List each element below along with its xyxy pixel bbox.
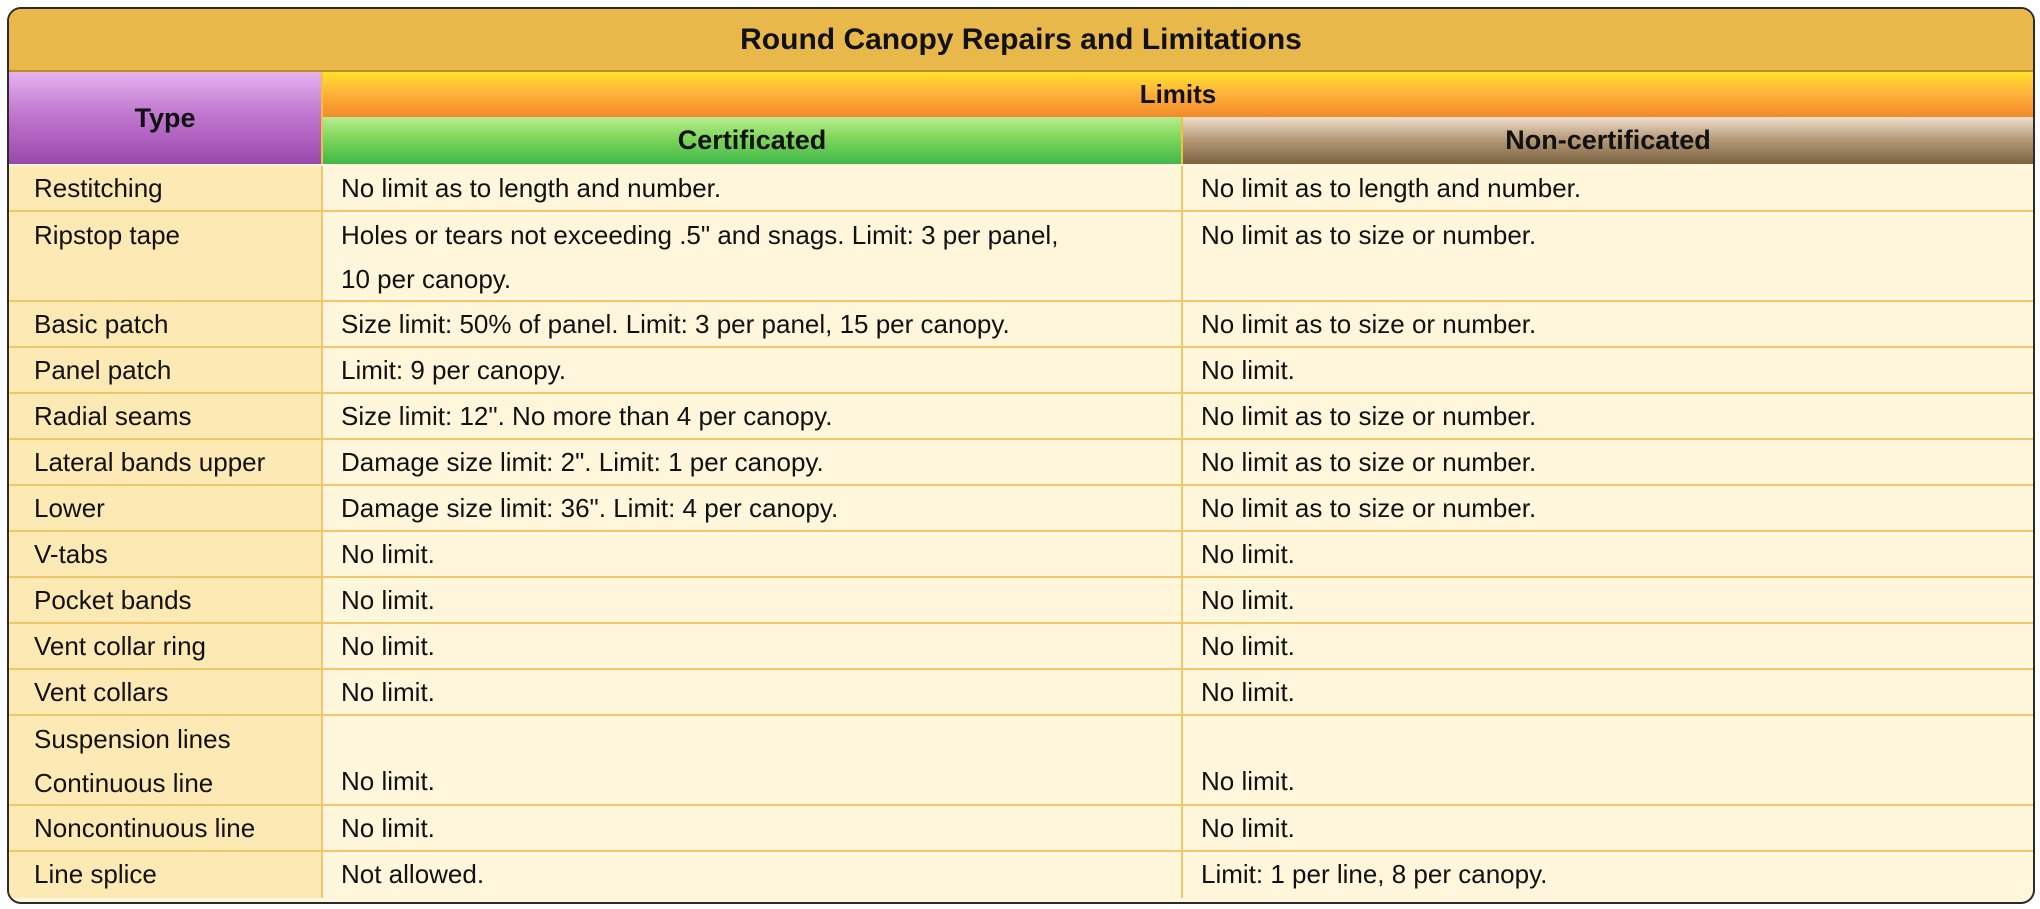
certificated-cell: Size limit: 12". No more than 4 per canopy. — [323, 394, 1183, 438]
table-row — [9, 302, 2033, 348]
type-cell — [9, 716, 323, 804]
type-text: Ripstop tape — [34, 220, 180, 250]
table-row — [9, 440, 2033, 486]
noncertificated-cell: No limit as to size or number. — [1201, 447, 1537, 477]
type-cell: Pocket bands — [9, 578, 323, 622]
type-cell: Lateral bands upper — [9, 440, 323, 484]
noncertificated-cell: No limit. — [1201, 585, 1295, 615]
type-cell: Vent collar ring — [9, 624, 323, 668]
certificated-cell: Size limit: 50% of panel. Limit: 3 per panel, 15 per canopy. — [323, 302, 1183, 346]
certificated-text: No limit. — [341, 766, 435, 796]
noncertificated-cell: No limit. — [1201, 677, 1295, 707]
noncertificated-cell: No limit. — [1201, 355, 1295, 385]
certificated-cell: No limit. — [323, 670, 1183, 714]
noncertificated-cell: Limit: 1 per line, 8 per canopy. — [1201, 859, 1548, 889]
certificated-cell: No limit. — [323, 806, 1183, 850]
type-cell: Radial seams — [9, 394, 323, 438]
table-row — [9, 670, 2033, 716]
certificated-cell — [323, 716, 1183, 804]
table-row — [9, 806, 2033, 852]
table-row — [9, 212, 2033, 302]
certificated-cell: Limit: 9 per canopy. — [323, 348, 1183, 392]
noncertificated-cell: No limit as to size or number. — [1201, 309, 1537, 339]
type-cell: V-tabs — [9, 532, 323, 576]
type-cell: Noncontinuous line — [9, 806, 323, 850]
noncertificated-cell: No limit as to size or number. — [1201, 401, 1537, 431]
noncertificated-cell: No limit. — [1201, 631, 1295, 661]
certificated-cell: Damage size limit: 2". Limit: 1 per canopy. — [323, 440, 1183, 484]
table-row — [9, 532, 2033, 578]
noncertificated-cell: No limit. — [1201, 813, 1295, 843]
certificated-text-line-2: 10 per canopy. — [341, 264, 512, 294]
noncertificated-text: No limit. — [1201, 766, 1295, 796]
certificated-cell: Not allowed. — [323, 852, 1183, 898]
table-row — [9, 486, 2033, 532]
table-row — [9, 852, 2033, 898]
repairs-table — [7, 7, 2035, 904]
noncertificated-cell: No limit. — [1201, 539, 1295, 569]
table-row — [9, 166, 2033, 212]
type-cell: Panel patch — [9, 348, 323, 392]
type-cell: Line splice — [9, 852, 323, 898]
certificated-cell: No limit as to length and number. — [323, 166, 1183, 210]
certificated-cell: Damage size limit: 36". Limit: 4 per canopy. — [323, 486, 1183, 530]
type-cell: Vent collars — [9, 670, 323, 714]
noncertificated-text: No limit as to size or number. — [1201, 220, 1537, 250]
certificated-cell: No limit. — [323, 578, 1183, 622]
table-row — [9, 394, 2033, 440]
type-cell: Basic patch — [9, 302, 323, 346]
type-cell — [9, 212, 323, 300]
type-cell: Lower — [9, 486, 323, 530]
certificated-text-line-1: Holes or tears not exceeding .5" and snags. Limit: 3 per panel, — [341, 220, 1059, 250]
table-row — [9, 348, 2033, 394]
noncertificated-cell — [1183, 212, 2033, 300]
table-row — [9, 716, 2033, 806]
noncertificated-cell — [1183, 716, 2033, 804]
certificated-cell — [323, 212, 1183, 300]
table-title: Round Canopy Repairs and Limitations — [9, 9, 2033, 72]
type-cell: Restitching — [9, 166, 323, 210]
type-text-line-2: Continuous line — [34, 768, 214, 798]
certificated-cell: No limit. — [323, 532, 1183, 576]
type-text-line-1: Suspension lines — [34, 724, 231, 754]
noncertificated-cell: No limit as to length and number. — [1201, 173, 1582, 203]
certificated-cell: No limit. — [323, 624, 1183, 668]
table-row — [9, 578, 2033, 624]
certificated-column-header: Certificated — [323, 117, 1183, 164]
noncertificated-cell: No limit as to size or number. — [1201, 493, 1537, 523]
type-column-header: Type — [9, 72, 323, 164]
noncertificated-column-header: Non-certificated — [1183, 117, 2033, 164]
table-body — [9, 166, 2033, 898]
limits-group-header: Limits — [323, 72, 2033, 117]
table-row — [9, 624, 2033, 670]
